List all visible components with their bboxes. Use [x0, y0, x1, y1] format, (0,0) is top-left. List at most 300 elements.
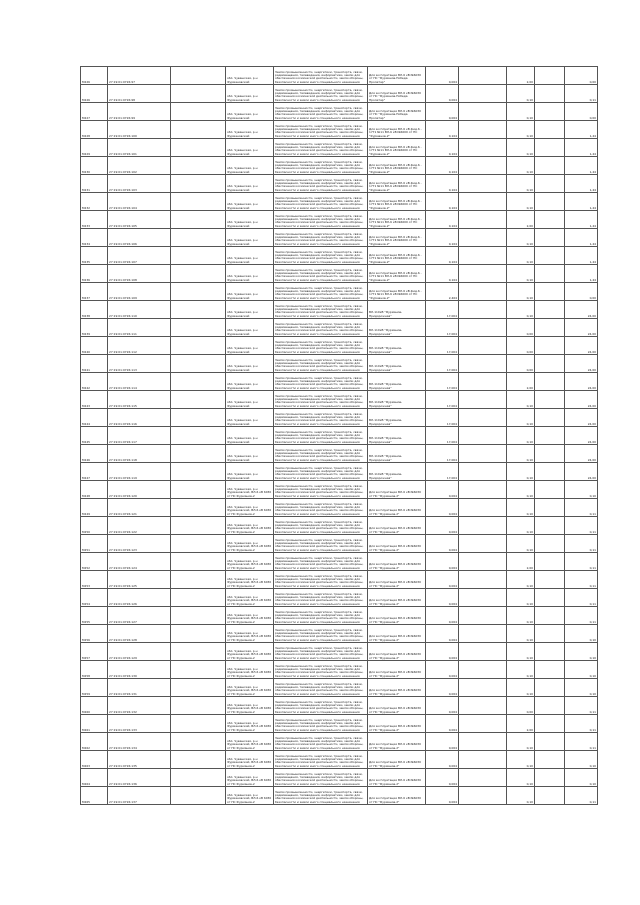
cell-use: ВЛ-110кВ "Фурманов-Придорожная": [368, 409, 426, 427]
cell-address: обл. Чувашская, р-н Фурмановский, ВЛ-6 кВ 6030 от ПС Фурманов-2: [226, 787, 274, 805]
cell-category: Земли промышленности, энергетики, транспорта, связи, радиовещания, телевидения, информатики, земли для обеспечения космической деятельности, земли обороны, безопасности и земли иного специального назначения: [274, 409, 368, 427]
cell-area: 0,004: [426, 67, 459, 85]
cell-area: 17,004: [426, 355, 459, 373]
cell-area: 0,104: [426, 229, 459, 247]
cell-category: Земли промышленности, энергетики, транспорта, связи, радиовещания, телевидения, информатики, земли для обеспечения космической деятельности, земли обороны, безопасности и земли иного специального назначения: [274, 769, 368, 787]
cell-blank: [459, 499, 507, 517]
cell-category: Земли промышленности, энергетики, транспорта, связи, радиовещания, телевидения, информатики, земли для обеспечения космической деятельности, земли обороны, безопасности и земли иного специального назначения: [274, 85, 368, 103]
cell-area: 0,004: [426, 697, 459, 715]
cell-category: Земли промышленности, энергетики, транспорта, связи, радиовещания, телевидения, информатики, земли для обеспечения космической деятельности, земли обороны, безопасности и земли иного специального назначения: [274, 391, 368, 409]
cell-tax: 1,44: [565, 121, 598, 139]
cell-blank: [171, 319, 226, 337]
cell-blank: [535, 463, 565, 481]
cell-address: обл. Чувашская, р-н Фурмановский, ВЛ-6 кВ 6030 от ПС Фурманов-2: [226, 481, 274, 499]
cell-cadastral: 27:19:01:0726:98: [108, 85, 171, 103]
cell-address: обл. Чувашская, р-н Фурмановский, ВЛ-6 кВ 6030 от ПС Фурманов-2: [226, 733, 274, 751]
cell-address: обл. Чувашская, р-н Фурмановский, ВЛ-6 кВ 6030 от ПС Фурманов-2: [226, 697, 274, 715]
cell-cadastral: 27:19:01:0726:115: [108, 391, 171, 409]
cell-blank: [459, 265, 507, 283]
cell-blank: [535, 67, 565, 85]
table-row: [81, 715, 598, 733]
cell-number: M258: [81, 661, 108, 679]
cell-blank: [459, 445, 507, 463]
cell-number: M231: [81, 175, 108, 193]
cell-category: Земли промышленности, энергетики, транспорта, связи, радиовещания, телевидения, информатики, земли для обеспечения космической деятельности, земли обороны, безопасности и земли иного специального назначения: [274, 553, 368, 571]
cell-cadastral: 27:19:01:0726:102: [108, 157, 171, 175]
cell-blank: [535, 355, 565, 373]
cell-blank: [171, 67, 226, 85]
cell-blank: [459, 571, 507, 589]
cell-category: Земли промышленности, энергетики, транспорта, связи, радиовещания, телевидения, информатики, земли для обеспечения космической деятельности, земли обороны, безопасности и земли иного специального назначения: [274, 679, 368, 697]
cell-address: обл. Чувашская, р-н Фурмановский, ВЛ-6 кВ 6030 от ПС Фурманов-2: [226, 769, 274, 787]
cell-cadastral: 27:19:01:0726:123: [108, 535, 171, 553]
cell-rate: 0,10: [507, 787, 535, 805]
cell-blank: [171, 553, 226, 571]
cell-blank: [535, 175, 565, 193]
cell-blank: [535, 283, 565, 301]
cell-address: обл. Чувашская, р-н Фурмановский: [226, 103, 274, 121]
table-row: [81, 607, 598, 625]
cell-use: Для эксплуатации ВЛ-6 кВ №6030 от ПС "Фурманов-2": [368, 787, 426, 805]
cell-tax: 0,11: [565, 85, 598, 103]
cell-number: M250: [81, 517, 108, 535]
cell-area: 0,104: [426, 247, 459, 265]
cell-blank: [459, 193, 507, 211]
cell-area: 0,004: [426, 85, 459, 103]
registry-body: [81, 67, 598, 805]
cell-cadastral: 27:19:01:0726:100: [108, 121, 171, 139]
cell-category: Земли промышленности, энергетики, транспорта, связи, радиовещания, телевидения, информатики, земли для обеспечения космической деятельности, земли обороны, безопасности и земли иного специального назначения: [274, 247, 368, 265]
cell-area: 0,004: [426, 535, 459, 553]
cell-area: 0,004: [426, 607, 459, 625]
cell-blank: [171, 589, 226, 607]
cell-blank: [535, 535, 565, 553]
table-row: [81, 787, 598, 805]
cell-blank: [535, 265, 565, 283]
cell-use: ВЛ-110кВ "Фурманов-Придорожная": [368, 337, 426, 355]
cell-number: M259: [81, 679, 108, 697]
cell-use: Для эксплуатации ВЛ-6 кВ фид.6 - 1771 №11 ВЛ-6 кВ №6000 от ПС "Фурманов-2": [368, 139, 426, 157]
cell-blank: [171, 337, 226, 355]
table-row: [81, 319, 598, 337]
table-row: [81, 139, 598, 157]
cell-tax: 0,11: [565, 715, 598, 733]
cell-rate: 2,00: [507, 553, 535, 571]
cell-number: M226: [81, 67, 108, 85]
cell-blank: [535, 733, 565, 751]
cell-blank: [535, 751, 565, 769]
cell-tax: 24,00: [565, 319, 598, 337]
cell-address: обл. Чувашская, р-н Фурмановский: [226, 139, 274, 157]
cell-category: Земли промышленности, энергетики, транспорта, связи, радиовещания, телевидения, информатики, земли для обеспечения космической деятельности, земли обороны, безопасности и земли иного специального назначения: [274, 445, 368, 463]
cell-tax: 0,11: [565, 589, 598, 607]
cell-area: 0,004: [426, 679, 459, 697]
cell-tax: 0,11: [565, 787, 598, 805]
cell-address: обл. Чувашская, р-н Фурмановский: [226, 427, 274, 445]
cell-rate: 0,10: [507, 427, 535, 445]
cell-area: 0,104: [426, 139, 459, 157]
cell-address: обл. Чувашская, р-н Фурмановский, ВЛ-6 кВ 6030 от ПС Фурманов-2: [226, 517, 274, 535]
cell-number: M245: [81, 427, 108, 445]
cell-area: 17,004: [426, 373, 459, 391]
cell-use: ВЛ-110кВ "Фурманов-Придорожная": [368, 427, 426, 445]
cell-category: Земли промышленности, энергетики, транспорта, связи, радиовещания, телевидения, информатики, земли для обеспечения космической деятельности, земли обороны, безопасности и земли иного специального назначения: [274, 787, 368, 805]
cell-blank: [535, 121, 565, 139]
cell-category: Земли промышленности, энергетики, транспорта, связи, радиовещания, телевидения, информатики, земли для обеспечения космической деятельности, земли обороны, безопасности и земли иного специального назначения: [274, 697, 368, 715]
cell-tax: 1,44: [565, 193, 598, 211]
cell-address: обл. Чувашская, р-н Фурмановский: [226, 355, 274, 373]
cell-tax: 0,10: [565, 643, 598, 661]
cell-number: M247: [81, 463, 108, 481]
cell-blank: [459, 733, 507, 751]
cell-use: Для эксплуатации ВЛ-6 кВ фид.6 - 1771 №11 ВЛ-6 кВ №6000 от ПС "Фурманов-2": [368, 283, 426, 301]
cell-number: M236: [81, 265, 108, 283]
cell-category: Земли промышленности, энергетики, транспорта, связи, радиовещания, телевидения, информатики, земли для обеспечения космической деятельности, земли обороны, безопасности и земли иного специального назначения: [274, 733, 368, 751]
cell-blank: [535, 445, 565, 463]
cell-rate: 0,10: [507, 283, 535, 301]
cell-tax: 0,11: [565, 553, 598, 571]
cell-address: обл. Чувашская, р-н Фурмановский: [226, 319, 274, 337]
cell-use: ВЛ-110кВ "Фурманов-Придорожная": [368, 391, 426, 409]
cell-blank: [171, 301, 226, 319]
cell-number: M227: [81, 103, 108, 121]
table-row: [81, 103, 598, 121]
cell-blank: [459, 391, 507, 409]
cell-blank: [535, 643, 565, 661]
cell-blank: [171, 571, 226, 589]
cell-use: Для эксплуатации ВЛ-6 кВ №6030 от ПС "Фурманов-Победа Пролетар": [368, 103, 426, 121]
cell-number: M235: [81, 247, 108, 265]
cell-rate: 0,10: [507, 139, 535, 157]
cell-tax: 24,00: [565, 391, 598, 409]
cell-tax: 24,00: [565, 409, 598, 427]
cell-rate: 2,00: [507, 67, 535, 85]
cell-blank: [171, 535, 226, 553]
cell-address: обл. Чувашская, р-н Фурмановский, ВЛ-6 кВ 6030 от ПС Фурманов-2: [226, 625, 274, 643]
cell-area: 17,004: [426, 463, 459, 481]
cell-address: обл. Чувашская, р-н Фурмановский: [226, 85, 274, 103]
cell-blank: [459, 625, 507, 643]
cell-area: 0,004: [426, 625, 459, 643]
cell-use: Для эксплуатации ВЛ-6 кВ №6030 от ПС "Фурманов-2": [368, 481, 426, 499]
table-row: [81, 355, 598, 373]
cell-area: 17,004: [426, 337, 459, 355]
cell-rate: 0,10: [507, 157, 535, 175]
cell-blank: [535, 553, 565, 571]
table-row: [81, 157, 598, 175]
cell-number: M239: [81, 319, 108, 337]
cell-cadastral: 27:19:01:0726:97: [108, 67, 171, 85]
cell-address: обл. Чувашская, р-н Фурмановский, ВЛ-6 кВ 6030 от ПС Фурманов-2: [226, 661, 274, 679]
cell-category: Земли промышленности, энергетики, транспорта, связи, радиовещания, телевидения, информатики, земли для обеспечения космической деятельности, земли обороны, безопасности и земли иного специального назначения: [274, 481, 368, 499]
cell-tax: 0,10: [565, 481, 598, 499]
table-row: [81, 625, 598, 643]
cell-rate: 0,10: [507, 481, 535, 499]
cell-cadastral: 27:19:01:0726:121: [108, 499, 171, 517]
cell-number: M232: [81, 193, 108, 211]
cell-blank: [535, 679, 565, 697]
cell-cadastral: 27:19:01:0726:99: [108, 103, 171, 121]
cell-blank: [171, 139, 226, 157]
cell-blank: [535, 715, 565, 733]
cell-category: Земли промышленности, энергетики, транспорта, связи, радиовещания, телевидения, информатики, земли для обеспечения космической деятельности, земли обороны, безопасности и земли иного специального назначения: [274, 193, 368, 211]
cell-blank: [171, 355, 226, 373]
cell-area: 17,004: [426, 319, 459, 337]
cell-address: обл. Чувашская, р-н Фурмановский: [226, 337, 274, 355]
cell-rate: 0,10: [507, 517, 535, 535]
cell-blank: [459, 121, 507, 139]
cell-blank: [459, 553, 507, 571]
cell-blank: [171, 625, 226, 643]
cell-cadastral: 27:19:01:0726:122: [108, 517, 171, 535]
cell-blank: [535, 589, 565, 607]
cell-number: M226: [81, 85, 108, 103]
cell-blank: [171, 175, 226, 193]
cell-blank: [171, 247, 226, 265]
cell-cadastral: 27:19:01:0726:111: [108, 319, 171, 337]
cell-blank: [535, 499, 565, 517]
table-row: [81, 517, 598, 535]
cell-cadastral: 27:19:01:0726:137: [108, 787, 171, 805]
cell-cadastral: 27:19:01:0726:131: [108, 679, 171, 697]
table-row: [81, 175, 598, 193]
cell-use: Для эксплуатации ВЛ-6 кВ №6030 от ПС "Фурманов-2": [368, 715, 426, 733]
cell-blank: [171, 481, 226, 499]
cell-use: Для эксплуатации ВЛ-6 кВ фид.6 - 1771 №11 ВЛ-6 кВ №6000 от ПС "Фурманов-2": [368, 193, 426, 211]
cell-blank: [535, 193, 565, 211]
cell-use: ВЛ-110кВ "Фурманов-Придорожная": [368, 463, 426, 481]
cell-blank: [459, 517, 507, 535]
cell-number: M260: [81, 697, 108, 715]
cell-use: Для эксплуатации ВЛ-6 кВ №6030 от ПС "Фурманов-2": [368, 679, 426, 697]
cell-blank: [535, 571, 565, 589]
cell-tax: 0,11: [565, 517, 598, 535]
cell-area: 0,104: [426, 211, 459, 229]
cell-number: M233: [81, 211, 108, 229]
cell-tax: 0,11: [565, 607, 598, 625]
cell-rate: 0,10: [507, 409, 535, 427]
cell-rate: 0,10: [507, 175, 535, 193]
cell-cadastral: 27:19:01:0726:110: [108, 301, 171, 319]
cell-number: M257: [81, 643, 108, 661]
cell-blank: [171, 787, 226, 805]
cell-blank: [171, 103, 226, 121]
cell-tax: 0,00: [565, 283, 598, 301]
cell-tax: 1,44: [565, 229, 598, 247]
cell-cadastral: 27:19:01:0726:129: [108, 643, 171, 661]
cell-use: ВЛ-110кВ "Фурманов-Придорожная": [368, 373, 426, 391]
cell-number: M264: [81, 769, 108, 787]
cell-category: Земли промышленности, энергетики, транспорта, связи, радиовещания, телевидения, информатики, земли для обеспечения космической деятельности, земли обороны, безопасности и земли иного специального назначения: [274, 355, 368, 373]
cell-number: M256: [81, 625, 108, 643]
cell-blank: [535, 337, 565, 355]
cell-use: Для эксплуатации ВЛ-6 кВ №6030 от ПС "Фурманов-2": [368, 571, 426, 589]
cell-tax: 0,11: [565, 697, 598, 715]
cell-area: 0,104: [426, 175, 459, 193]
cell-blank: [171, 409, 226, 427]
cell-blank: [171, 733, 226, 751]
table-row: [81, 661, 598, 679]
cell-blank: [535, 661, 565, 679]
cell-number: M240: [81, 337, 108, 355]
cell-tax: 24,00: [565, 337, 598, 355]
cell-blank: [535, 409, 565, 427]
cell-use: Для эксплуатации ВЛ-6 кВ фид.6 - 1771 №11 ВЛ-6 кВ №6000 от ПС "Фурманов-2": [368, 247, 426, 265]
cell-blank: [171, 283, 226, 301]
cell-tax: 0,10: [565, 661, 598, 679]
cell-cadastral: 27:19:01:0726:130: [108, 661, 171, 679]
cell-tax: 24,00: [565, 445, 598, 463]
cell-use: Для эксплуатации ВЛ-6 кВ №6030 от ПС "Фурманов-2": [368, 607, 426, 625]
cell-address: обл. Чувашская, р-н Фурмановский: [226, 229, 274, 247]
cell-rate: 0,10: [507, 391, 535, 409]
cell-blank: [459, 337, 507, 355]
cell-address: обл. Чувашская, р-н Фурмановский: [226, 247, 274, 265]
table-row: [81, 679, 598, 697]
cell-rate: 0,10: [507, 85, 535, 103]
table-row: [81, 391, 598, 409]
cell-address: обл. Чувашская, р-н Фурмановский, ВЛ-6 кВ 6030 от ПС Фурманов-2: [226, 589, 274, 607]
cell-area: 17,004: [426, 409, 459, 427]
cell-rate: 0,10: [507, 265, 535, 283]
cell-blank: [459, 67, 507, 85]
cell-category: Земли промышленности, энергетики, транспорта, связи, радиовещания, телевидения, информатики, земли для обеспечения космической деятельности, земли обороны, безопасности и земли иного специального назначения: [274, 157, 368, 175]
cell-cadastral: 27:19:01:0726:118: [108, 445, 171, 463]
cell-cadastral: 27:19:01:0726:106: [108, 229, 171, 247]
cell-cadastral: 27:19:01:0726:133: [108, 715, 171, 733]
cell-number: M262: [81, 733, 108, 751]
land-registry-table: [80, 66, 598, 805]
cell-area: 0,104: [426, 157, 459, 175]
cell-blank: [535, 301, 565, 319]
cell-tax: 0,10: [565, 625, 598, 643]
cell-use: ВЛ-110кВ "Фурманов-Придорожная": [368, 301, 426, 319]
cell-address: обл. Чувашская, р-н Фурмановский: [226, 175, 274, 193]
table-row: [81, 337, 598, 355]
cell-blank: [171, 445, 226, 463]
cell-address: обл. Чувашская, р-н Фурмановский: [226, 157, 274, 175]
cell-rate: 0,10: [507, 751, 535, 769]
cell-number: M234: [81, 229, 108, 247]
cell-area: 0,004: [426, 499, 459, 517]
cell-blank: [459, 301, 507, 319]
cell-tax: 1,44: [565, 157, 598, 175]
cell-tax: 1,44: [565, 265, 598, 283]
cell-use: Для эксплуатации ВЛ-6 кВ №6030 от ПС "Фурманов-Победа Пролетар": [368, 85, 426, 103]
cell-blank: [535, 85, 565, 103]
cell-blank: [171, 769, 226, 787]
cell-area: 0,004: [426, 589, 459, 607]
cell-use: Для эксплуатации ВЛ-6 кВ №6030 от ПС "Фурманов-2": [368, 661, 426, 679]
cell-blank: [171, 373, 226, 391]
cell-address: обл. Чувашская, р-н Фурмановский: [226, 265, 274, 283]
cell-cadastral: 27:19:01:0726:112: [108, 337, 171, 355]
cell-use: Для эксплуатации ВЛ-6 кВ фид.6 - 1771 №11 ВЛ-6 кВ №6000 от ПС "Фурманов-2": [368, 265, 426, 283]
cell-number: M254: [81, 589, 108, 607]
table-row: [81, 67, 598, 85]
cell-blank: [459, 283, 507, 301]
cell-category: Земли промышленности, энергетики, транспорта, связи, радиовещания, телевидения, информатики, земли для обеспечения космической деятельности, земли обороны, безопасности и земли иного специального назначения: [274, 283, 368, 301]
table-row: [81, 463, 598, 481]
cell-blank: [535, 481, 565, 499]
cell-number: M263: [81, 751, 108, 769]
cell-category: Земли промышленности, энергетики, транспорта, связи, радиовещания, телевидения, информатики, земли для обеспечения космической деятельности, земли обороны, безопасности и земли иного специального назначения: [274, 571, 368, 589]
cell-blank: [171, 121, 226, 139]
cell-use: Для эксплуатации ВЛ-6 кВ фид.6 - 1771 №11 ВЛ-6 кВ №6000 от ПС "Фурманов-2": [368, 175, 426, 193]
cell-blank: [459, 607, 507, 625]
cell-category: Земли промышленности, энергетики, транспорта, связи, радиовещания, телевидения, информатики, земли для обеспечения космической деятельности, земли обороны, безопасности и земли иного специального назначения: [274, 427, 368, 445]
cell-rate: 0,10: [507, 499, 535, 517]
cell-address: обл. Чувашская, р-н Фурмановский, ВЛ-6 кВ 6030 от ПС Фурманов-2: [226, 553, 274, 571]
cell-use: Для эксплуатации ВЛ-6 кВ №6030 от ПС "Фурманов-2": [368, 499, 426, 517]
cell-blank: [459, 697, 507, 715]
cell-category: Земли промышленности, энергетики, транспорта, связи, радиовещания, телевидения, информатики, земли для обеспечения космической деятельности, земли обороны, безопасности и земли иного специального назначения: [274, 715, 368, 733]
cell-blank: [459, 715, 507, 733]
cell-tax: 0,10: [565, 679, 598, 697]
cell-area: 0,004: [426, 661, 459, 679]
cell-area: 0,004: [426, 643, 459, 661]
cell-category: Земли промышленности, энергетики, транспорта, связи, радиовещания, телевидения, информатики, земли для обеспечения космической деятельности, земли обороны, безопасности и земли иного специального назначения: [274, 499, 368, 517]
cell-category: Земли промышленности, энергетики, транспорта, связи, радиовещания, телевидения, информатики, земли для обеспечения космической деятельности, земли обороны, безопасности и земли иного специального назначения: [274, 643, 368, 661]
cell-blank: [535, 373, 565, 391]
cell-rate: 0,10: [507, 679, 535, 697]
cell-area: 0,104: [426, 193, 459, 211]
cell-blank: [171, 697, 226, 715]
cell-tax: 0,11: [565, 571, 598, 589]
cell-rate: 0,00: [507, 337, 535, 355]
cell-tax: 24,00: [565, 301, 598, 319]
cell-area: 0,004: [426, 733, 459, 751]
table-row: [81, 427, 598, 445]
cell-rate: 0,10: [507, 535, 535, 553]
cell-blank: [171, 463, 226, 481]
cell-rate: 0,10: [507, 301, 535, 319]
cell-area: 0,004: [426, 553, 459, 571]
cell-blank: [459, 319, 507, 337]
table-row: [81, 733, 598, 751]
cell-category: Земли промышленности, энергетики, транспорта, связи, радиовещания, телевидения, информатики, земли для обеспечения космической деятельности, земли обороны, безопасности и земли иного специального назначения: [274, 301, 368, 319]
cell-address: обл. Чувашская, р-н Фурмановский: [226, 193, 274, 211]
cell-use: Для эксплуатации ВЛ-6 кВ фид.6 - 1771 №11 ВЛ-6 кВ №6000 от ПС "Фурманов-2": [368, 157, 426, 175]
cell-blank: [459, 175, 507, 193]
cell-area: 17,004: [426, 301, 459, 319]
cell-address: обл. Чувашская, р-н Фурмановский: [226, 409, 274, 427]
cell-rate: 0,10: [507, 193, 535, 211]
cell-address: обл. Чувашская, р-н Фурмановский, ВЛ-6 кВ 6030 от ПС Фурманов-2: [226, 535, 274, 553]
cell-use: ВЛ-110кВ "Фурманов-Придорожная": [368, 445, 426, 463]
cell-number: M228: [81, 121, 108, 139]
cell-area: 0,004: [426, 481, 459, 499]
cell-blank: [171, 751, 226, 769]
cell-blank: [171, 661, 226, 679]
cell-category: Земли промышленности, энергетики, транспорта, связи, радиовещания, телевидения, информатики, земли для обеспечения космической деятельности, земли обороны, безопасности и земли иного специального назначения: [274, 607, 368, 625]
cell-blank: [535, 211, 565, 229]
cell-category: Земли промышленности, энергетики, транспорта, связи, радиовещания, телевидения, информатики, земли для обеспечения космической деятельности, земли обороны, безопасности и земли иного специального назначения: [274, 517, 368, 535]
cell-rate: 0,10: [507, 625, 535, 643]
cell-category: Земли промышленности, энергетики, транспорта, связи, радиовещания, телевидения, информатики, земли для обеспечения космической деятельности, земли обороны, безопасности и земли иного специального назначения: [274, 535, 368, 553]
table-row: [81, 85, 598, 103]
cell-blank: [459, 481, 507, 499]
table-row: [81, 589, 598, 607]
cell-area: 0,004: [426, 715, 459, 733]
cell-cadastral: 27:19:01:0726:113: [108, 355, 171, 373]
cell-blank: [171, 607, 226, 625]
table-row: [81, 283, 598, 301]
cell-cadastral: 27:19:01:0726:128: [108, 625, 171, 643]
cell-cadastral: 27:19:01:0726:132: [108, 697, 171, 715]
cell-tax: 1,44: [565, 247, 598, 265]
cell-tax: 1,44: [565, 175, 598, 193]
